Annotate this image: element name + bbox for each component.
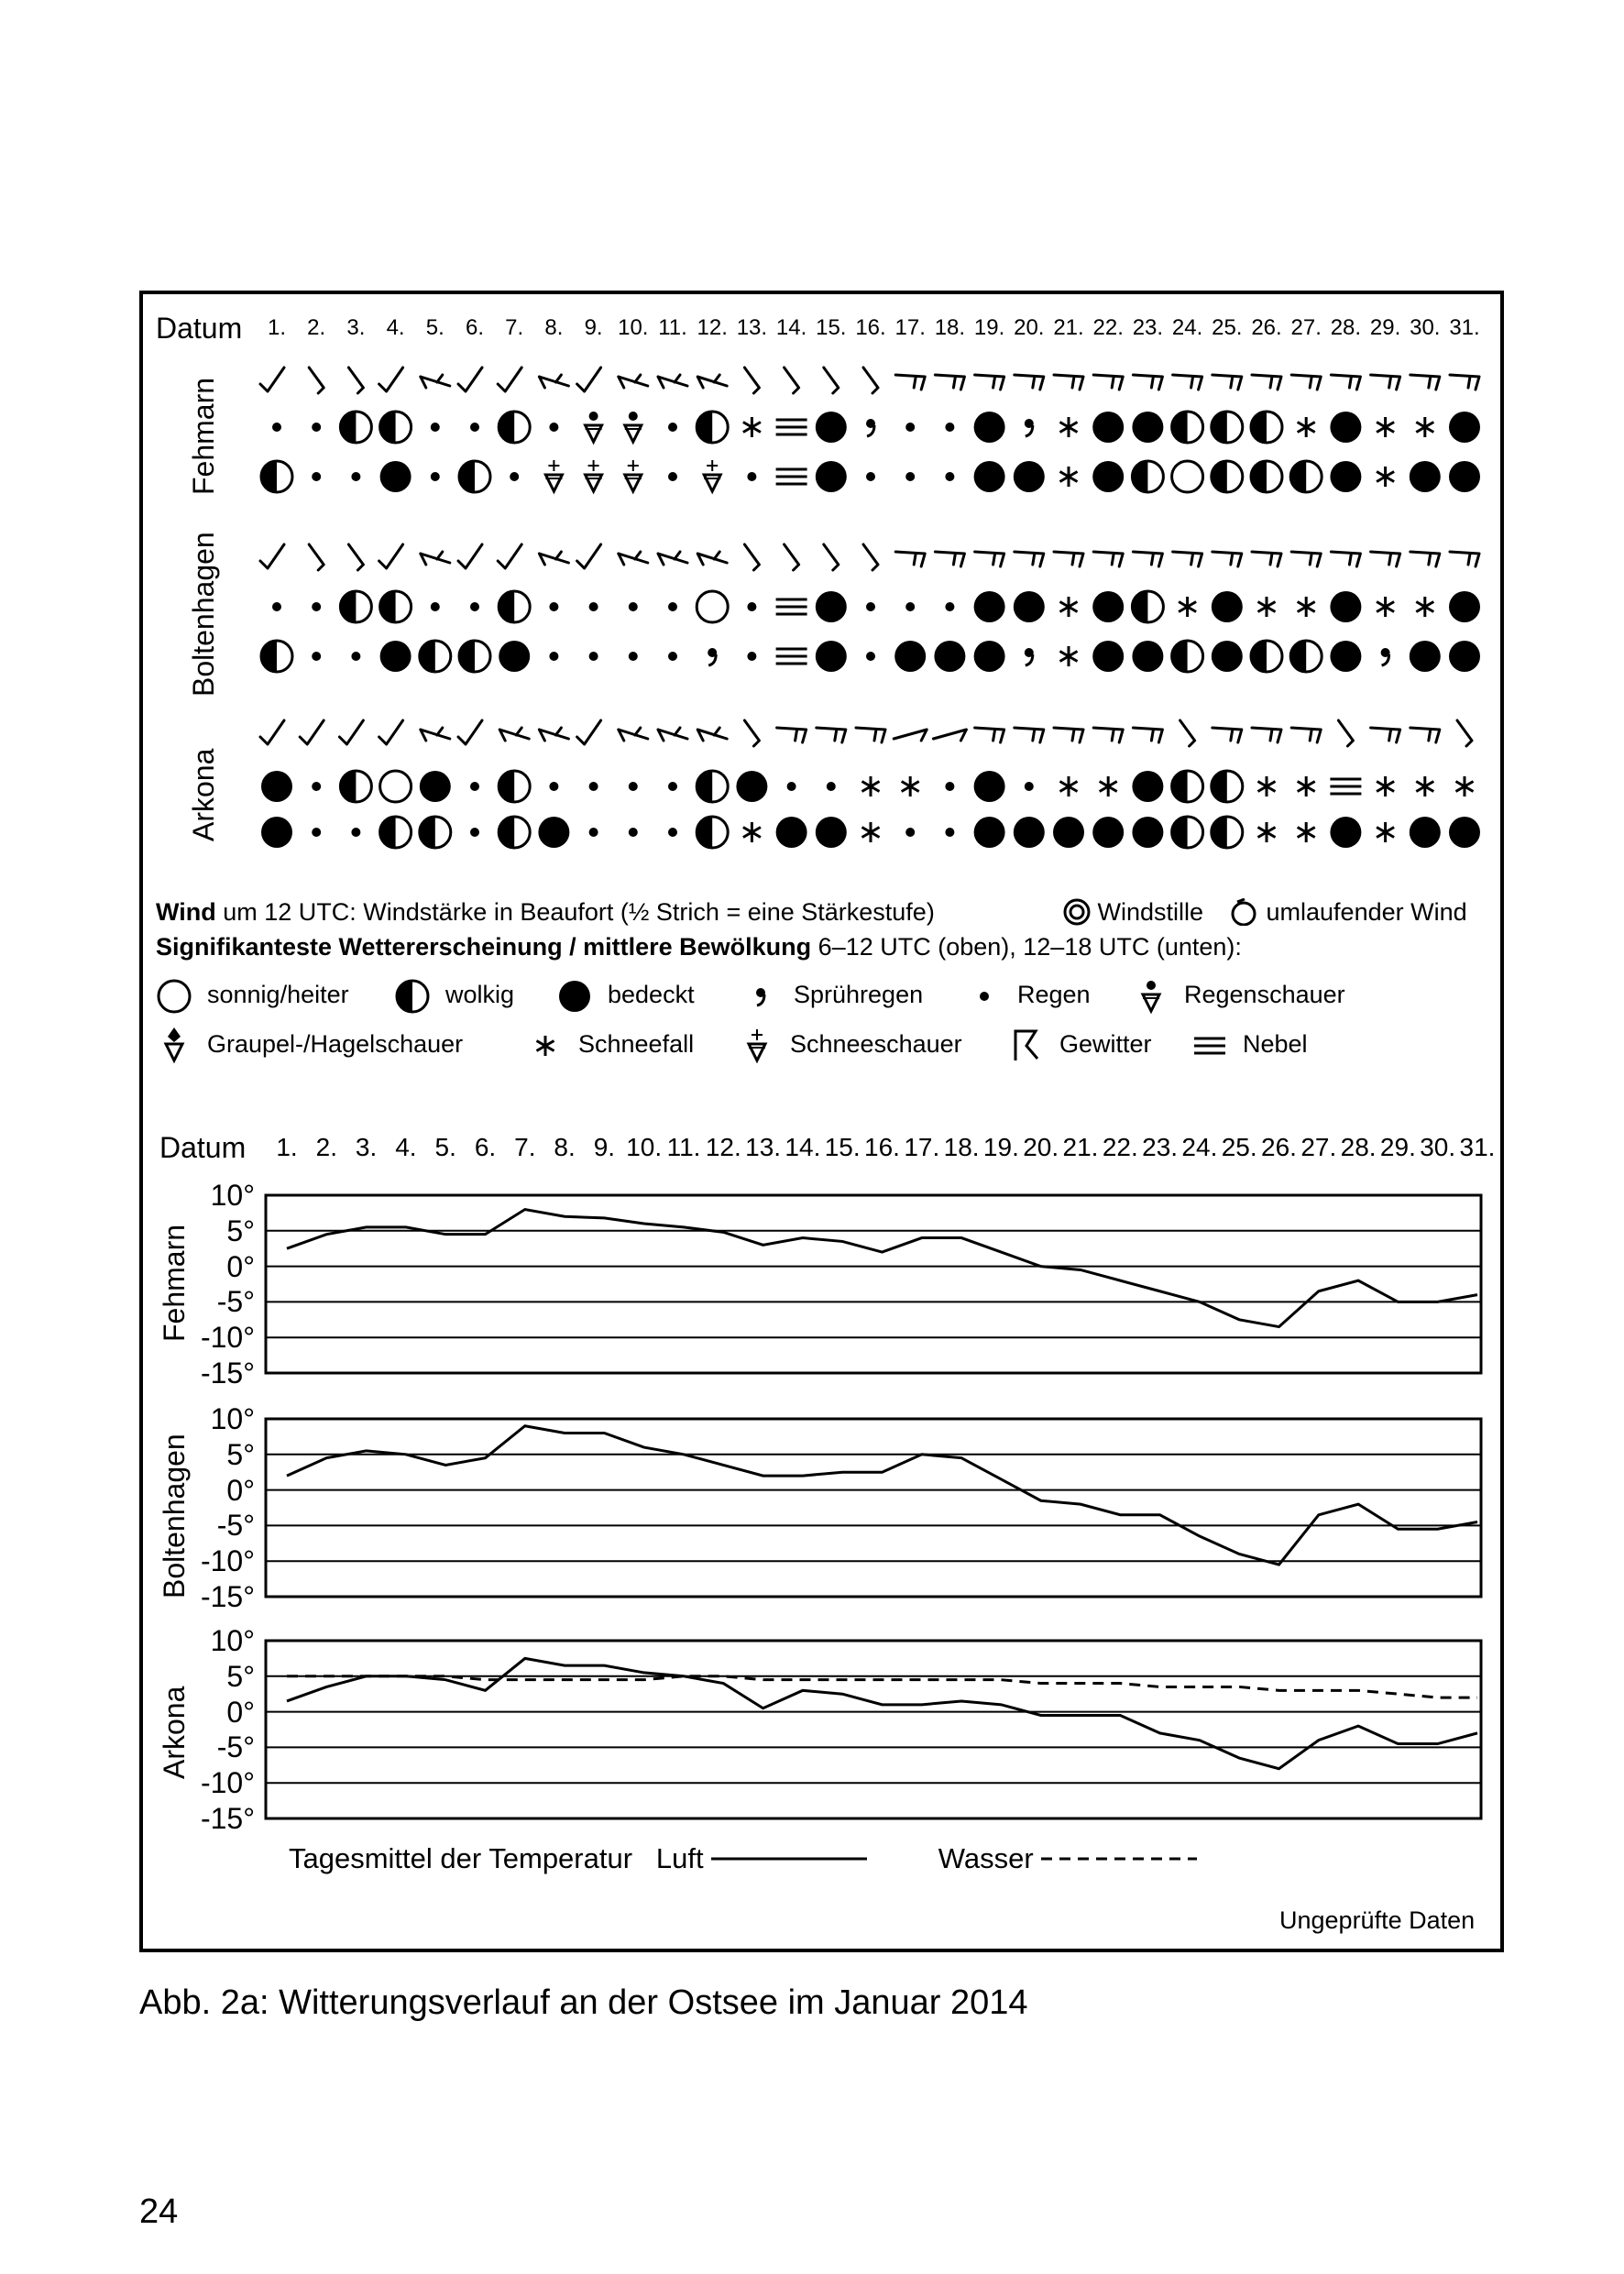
day-label: 27.	[1300, 1133, 1337, 1161]
day-label: 17.	[894, 315, 926, 340]
day-label: 28.	[1330, 315, 1362, 340]
temp-tick-label: -5°	[216, 1509, 255, 1543]
day-label: 11.	[658, 315, 687, 340]
day-label: 27.	[1290, 315, 1322, 340]
temp-tick-label: -10°	[200, 1766, 255, 1800]
temp-tick-label: -5°	[216, 1285, 255, 1319]
day-label: 31.	[1459, 1133, 1496, 1161]
day-label: 18.	[934, 315, 966, 340]
day-label: 9.	[593, 1133, 616, 1161]
temp-station-label-boltenhagen: Boltenhagen	[158, 1434, 191, 1598]
legend-label-snowshower: Schneeschauer	[790, 1030, 962, 1058]
legend-label-clear: sonnig/heiter	[207, 981, 349, 1008]
temp-tick-label: 5°	[226, 1659, 255, 1693]
legend-label-rain: Regen	[1017, 981, 1091, 1008]
day-label: 30.	[1420, 1133, 1456, 1161]
temp-tick-label: 0°	[226, 1473, 255, 1507]
day-label: 30.	[1410, 315, 1441, 340]
datum-label-bottom: Datum	[159, 1131, 247, 1164]
day-label: 20.	[1023, 1133, 1059, 1161]
temp-station-label-arkona: Arkona	[158, 1686, 191, 1779]
figure-caption: Abb. 2a: Witterungsverlauf an der Ostsee im Januar 2014	[139, 1983, 1028, 2022]
legend-label-thunder: Gewitter	[1059, 1030, 1152, 1058]
figure-frame	[139, 291, 1504, 1952]
temp-tick-label: 0°	[226, 1695, 255, 1729]
day-label: 11.	[666, 1133, 701, 1161]
day-label: 29.	[1369, 315, 1401, 340]
legend-variable: umlaufender Wind	[1228, 898, 1467, 927]
temp-tick-label: 10°	[210, 1402, 255, 1435]
day-label: 13.	[736, 315, 768, 340]
station-label-fehmarn: Fehmarn	[187, 377, 220, 495]
temp-tick-label: 5°	[226, 1437, 255, 1471]
day-label: 3.	[346, 315, 366, 340]
legend-label-hail: Graupel-/Hagelschauer	[207, 1030, 464, 1058]
air-line-icon	[711, 1853, 867, 1864]
day-label: 12.	[705, 1133, 741, 1161]
day-label: 31.	[1449, 315, 1480, 340]
temp-tick-label: -10°	[200, 1544, 255, 1578]
day-label: 17.	[904, 1133, 940, 1161]
day-label: 1.	[276, 1133, 298, 1161]
day-label: 15.	[816, 315, 847, 340]
unchecked-note: Ungeprüfte Daten	[1279, 1906, 1476, 1934]
day-label: 1.	[267, 315, 287, 340]
day-label: 21.	[1053, 315, 1084, 340]
legend-label-drizzle: Sprühregen	[794, 981, 924, 1008]
temp-tick-label: 10°	[210, 1179, 255, 1212]
page-number: 24	[139, 2192, 179, 2231]
day-label: 22.	[1092, 315, 1124, 340]
day-label: 24.	[1181, 1133, 1218, 1161]
day-label: 6.	[474, 1133, 497, 1161]
temp-tick-label: -5°	[216, 1730, 255, 1764]
day-label: 28.	[1340, 1133, 1377, 1161]
temp-tick-label: 5°	[226, 1214, 255, 1247]
day-label: 2.	[307, 315, 326, 340]
legend-label-shower: Regenschauer	[1184, 981, 1345, 1008]
day-label: 19.	[982, 1133, 1019, 1161]
day-label: 2.	[315, 1133, 337, 1161]
day-label: 29.	[1379, 1133, 1416, 1161]
station-label-arkona: Arkona	[187, 748, 220, 841]
temp-tick-label: -15°	[200, 1802, 255, 1835]
temp-legend-water: Wasser	[938, 1842, 1034, 1874]
day-label: 10.	[626, 1133, 663, 1161]
day-label: 3.	[355, 1133, 378, 1161]
day-label: 19.	[973, 315, 1005, 340]
temp-legend-title: Tagesmittel der Temperatur	[289, 1842, 633, 1874]
day-label: 15.	[824, 1133, 861, 1161]
day-label: 14.	[785, 1133, 821, 1161]
legend-label-fog: Nebel	[1243, 1030, 1308, 1058]
day-label: 4.	[386, 315, 405, 340]
calm-icon	[1063, 898, 1091, 926]
day-label: 16.	[864, 1133, 900, 1161]
day-label: 23.	[1142, 1133, 1179, 1161]
day-label: 20.	[1014, 315, 1045, 340]
station-label-boltenhagen: Boltenhagen	[187, 532, 220, 697]
temp-tick-label: 0°	[226, 1249, 255, 1283]
day-label: 24.	[1171, 315, 1203, 340]
day-label: 12.	[697, 315, 728, 340]
day-label: 26.	[1261, 1133, 1297, 1161]
variable-wind-icon	[1228, 898, 1259, 926]
day-label: 23.	[1132, 315, 1164, 340]
day-label: 6.	[465, 315, 485, 340]
day-label: 4.	[395, 1133, 417, 1161]
legend-weather-line: Signifikanteste Wettererscheinung / mittlere Bewölkung 6–12 UTC (oben), 12–18 UTC (unten):	[156, 933, 1242, 961]
temp-tick-label: -10°	[200, 1321, 255, 1355]
temp-station-label-fehmarn: Fehmarn	[158, 1224, 191, 1342]
legend-calm: Windstille	[1063, 898, 1203, 927]
day-label: 16.	[855, 315, 886, 340]
day-label: 7.	[514, 1133, 536, 1161]
day-label: 9.	[584, 315, 603, 340]
day-label: 13.	[745, 1133, 782, 1161]
datum-label-top: Datum	[156, 312, 243, 345]
temp-legend-air: Luft	[655, 1842, 704, 1874]
temp-tick-label: -15°	[200, 1357, 255, 1390]
day-label: 25.	[1212, 315, 1243, 340]
legend-label-overcast: bedeckt	[608, 981, 695, 1008]
water-line-icon	[1041, 1853, 1197, 1864]
day-label: 22.	[1102, 1133, 1138, 1161]
legend-label-snow: Schneefall	[578, 1030, 695, 1058]
day-label: 21.	[1062, 1133, 1099, 1161]
day-label: 5.	[434, 1133, 456, 1161]
day-label: 8.	[554, 1133, 576, 1161]
day-label: 7.	[505, 315, 524, 340]
day-label: 14.	[775, 315, 807, 340]
legend-wind-line: Wind um 12 UTC: Windstärke in Beaufort (½ Strich = eine Stärkestufe)	[156, 898, 935, 926]
day-label: 8.	[544, 315, 564, 340]
temp-tick-label: -15°	[200, 1580, 255, 1613]
temp-tick-label: 10°	[210, 1624, 255, 1657]
day-label: 25.	[1221, 1133, 1257, 1161]
day-label: 10.	[618, 315, 649, 340]
day-label: 18.	[943, 1133, 980, 1161]
day-label: 26.	[1251, 315, 1282, 340]
legend-label-partly: wolkig	[445, 981, 515, 1008]
day-label: 5.	[425, 315, 444, 340]
temp-legend	[289, 1842, 1197, 1875]
